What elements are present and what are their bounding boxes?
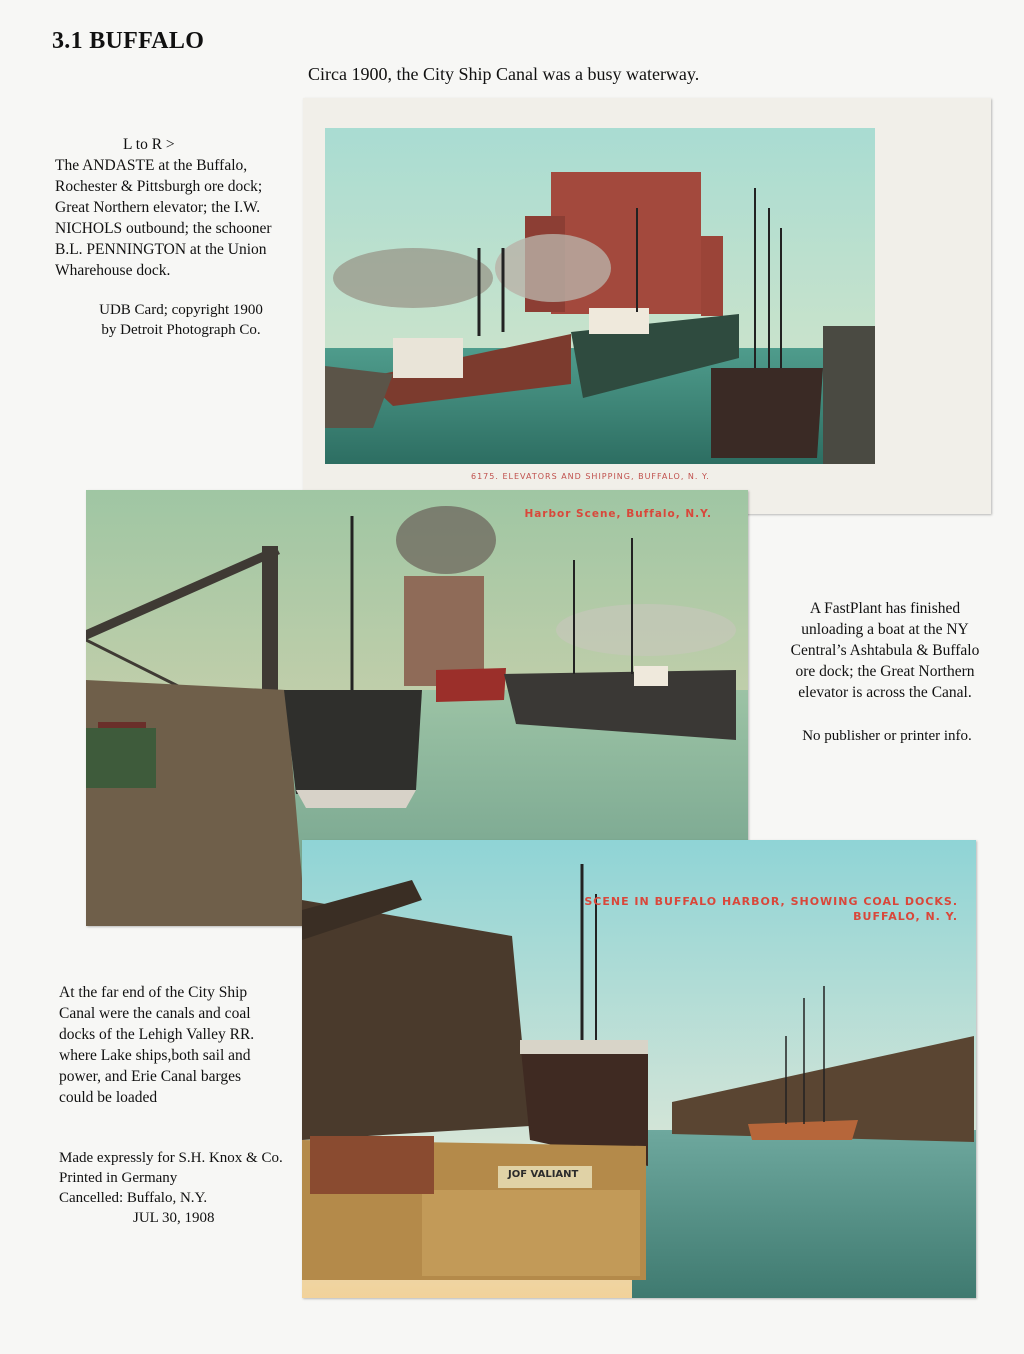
credit-card-a [66,300,296,340]
postcard-photo [303,98,991,514]
note-line: where Lake ships,both sail and [59,1047,251,1064]
credit-card-b: No publisher or printer info. [802,728,972,744]
note-line: Rochester & Pittsburgh ore dock; [55,178,263,195]
note-line: Wharehouse dock. [55,262,171,279]
note-line: docks of the Lehigh Valley RR. [59,1026,255,1043]
note-line: A FastPlant has finished [809,600,961,617]
note-line: Canal were the canals and coal [59,1005,251,1022]
note-card-b [772,598,998,703]
postcard-title [584,894,958,924]
page-title: 3.1 BUFFALO [52,28,205,54]
postcard-title-line: SCENE IN BUFFALO HARBOR, SHOWING COAL DOCKS. [584,895,958,908]
credit-line: Cancelled: Buffalo, N.Y. [59,1190,208,1206]
note-line: At the far end of the City Ship [59,984,248,1001]
top-caption: Circa 1900, the City Ship Canal was a busy waterway. [308,64,700,84]
boat-name-sign: JOF VALIANT [508,1169,579,1180]
credit-line: Printed in Germany [59,1170,178,1186]
note-line: power, and Erie Canal barges [59,1068,242,1085]
note-card-c [59,982,299,1108]
credit-line: by Detroit Photograph Co. [101,322,261,338]
note-line: elevator is across the Canal. [798,684,972,701]
note-line: NICHOLS outbound; the schooner [55,220,272,237]
postcard-title: Harbor Scene, Buffalo, N.Y. [524,508,712,520]
note-line: The ANDASTE at the Buffalo, [55,157,248,174]
direction-label: L to R > [123,136,175,153]
note-line: Central’s Ashtabula & Buffalo [790,642,980,659]
postcard-elevators-and-shipping [303,98,991,514]
note-line: could be loaded [59,1089,158,1106]
note-line: ore dock; the Great Northern [795,663,975,680]
printed-caption: 6175. ELEVATORS AND SHIPPING, BUFFALO, N. Y. [471,472,710,481]
note-card-a [55,134,300,281]
postcard-coal-docks [302,840,976,1298]
postcard-title-line: BUFFALO, N. Y. [853,910,958,923]
note-line: Great Northern elevator; the I.W. [55,199,261,216]
credit-line: UDB Card; copyright 1900 [99,302,263,318]
credit-line: Made expressly for S.H. Knox & Co. [59,1150,283,1166]
note-line: B.L. PENNINGTON at the Union [55,241,267,258]
credit-line: JUL 30, 1908 [133,1210,215,1226]
note-line: unloading a boat at the NY [801,621,969,638]
credit-card-c [59,1148,304,1228]
